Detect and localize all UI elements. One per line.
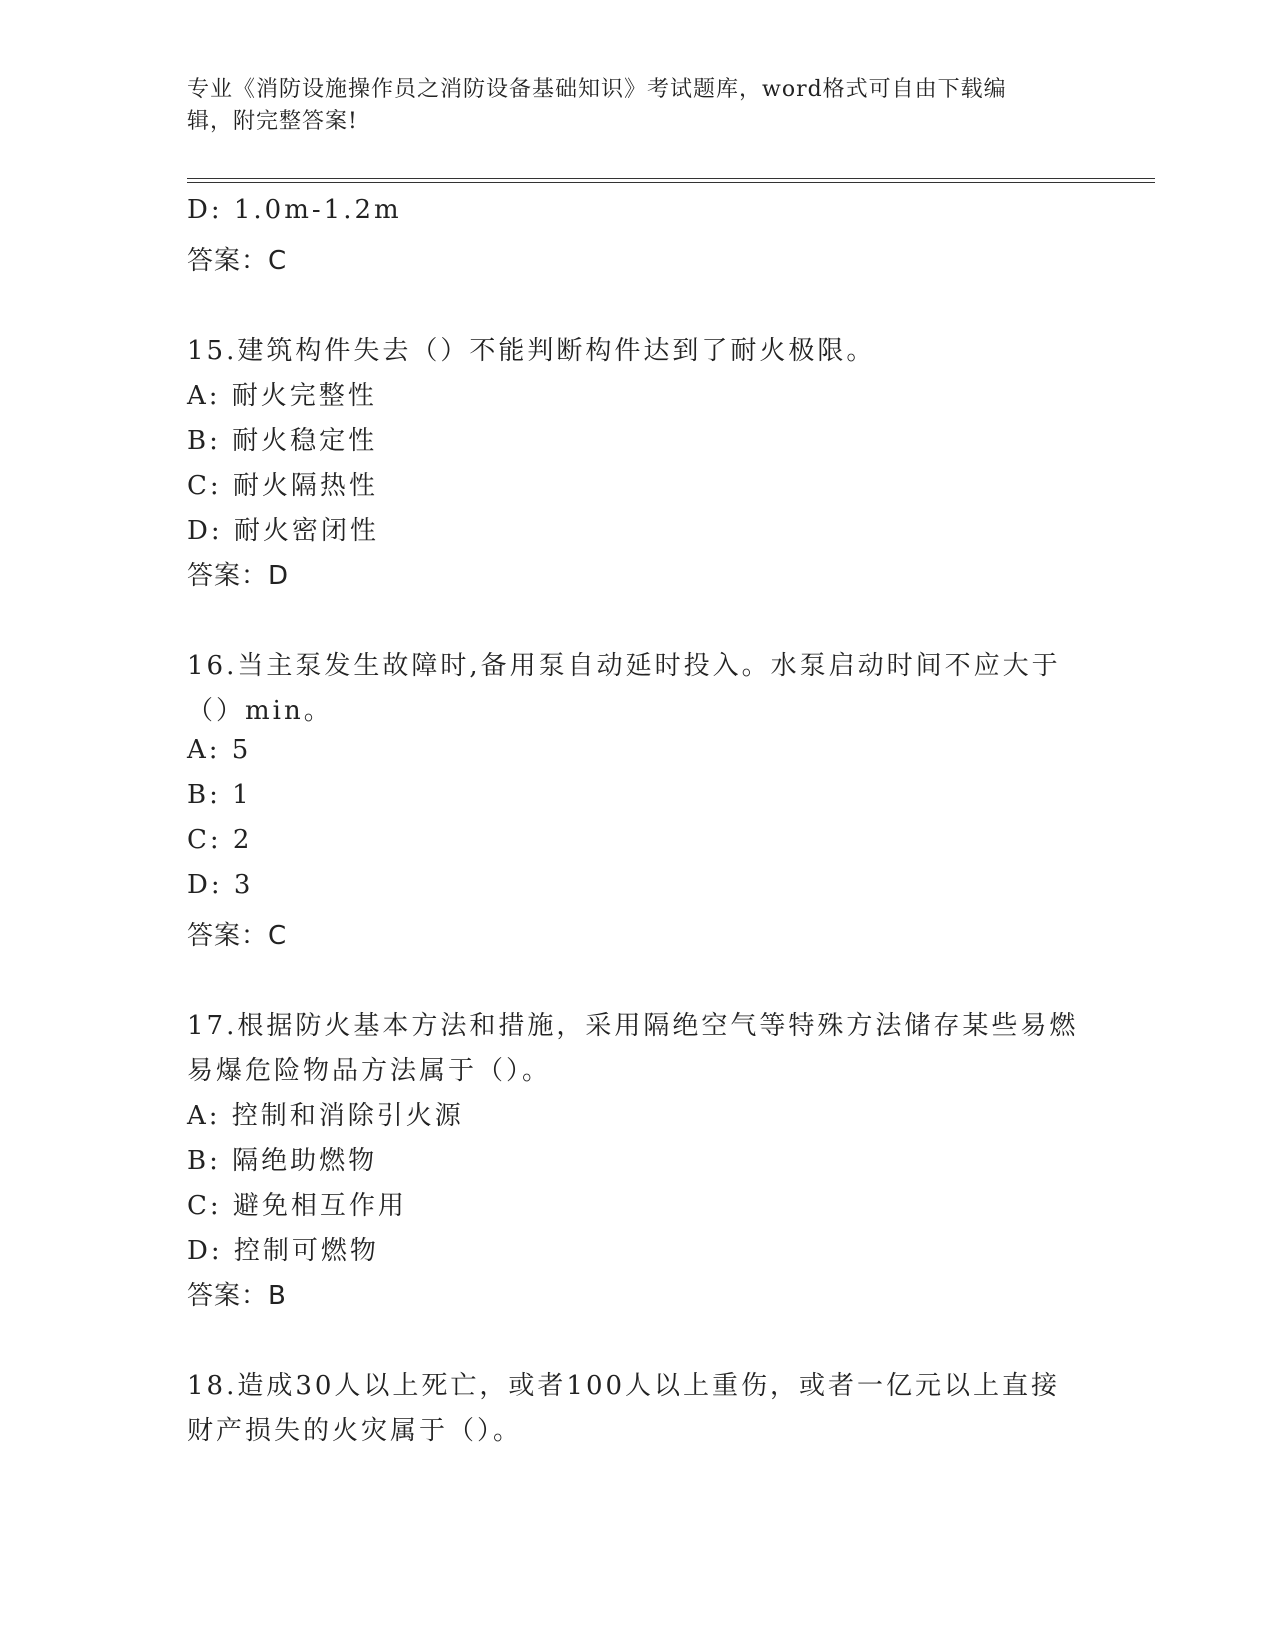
q16-answer: 答案：C	[187, 921, 288, 951]
q15-option-d: D: 耐火密闭性	[187, 516, 379, 546]
q15-option-b: B: 耐火稳定性	[187, 426, 378, 456]
q16-option-d: D: 3	[187, 870, 254, 900]
q16-option-a: A: 5	[187, 735, 252, 765]
q15-option-a: A: 耐火完整性	[187, 381, 377, 411]
q15-option-c: C: 耐火隔热性	[187, 471, 378, 501]
q17-stem-line-1: 17.根据防火基本方法和措施，采用隔绝空气等特殊方法储存某些易燃	[187, 1011, 1079, 1041]
q17-answer: 答案：B	[187, 1281, 287, 1311]
document-header	[187, 74, 1067, 138]
header-divider-top	[187, 178, 1155, 179]
q14-option-d: D: 1.0m-1.2m	[187, 195, 402, 225]
q14-answer: 答案：C	[187, 246, 288, 276]
q18-stem-line-1: 18.造成30人以上死亡，或者100人以上重伤，或者一亿元以上直接	[187, 1371, 1061, 1401]
q16-stem-line-2: （）min。	[187, 696, 333, 726]
q15-stem: 15.建筑构件失去（）不能判断构件达到了耐火极限。	[187, 336, 876, 366]
q17-stem-line-2: 易爆危险物品方法属于（）。	[187, 1056, 552, 1086]
q17-option-d: D: 控制可燃物	[187, 1236, 379, 1266]
header-line-1: 专业《消防设施操作员之消防设备基础知识》考试题库，word格式可自由下载编	[187, 77, 1007, 102]
q17-option-b: B: 隔绝助燃物	[187, 1146, 378, 1176]
q16-option-c: C: 2	[187, 825, 253, 855]
header-line-2: 辑，附完整答案!	[187, 109, 358, 134]
q17-option-a: A: 控制和消除引火源	[187, 1101, 464, 1131]
q16-stem-line-1: 16.当主泵发生故障时,备用泵自动延时投入。水泵启动时间不应大于	[187, 651, 1061, 681]
header-divider-bottom	[187, 182, 1155, 183]
q15-answer: 答案：D	[187, 561, 290, 591]
q16-option-b: B: 1	[187, 780, 252, 810]
q17-option-c: C: 避免相互作用	[187, 1191, 407, 1221]
q18-stem-line-2: 财产损失的火灾属于（）。	[187, 1416, 523, 1446]
